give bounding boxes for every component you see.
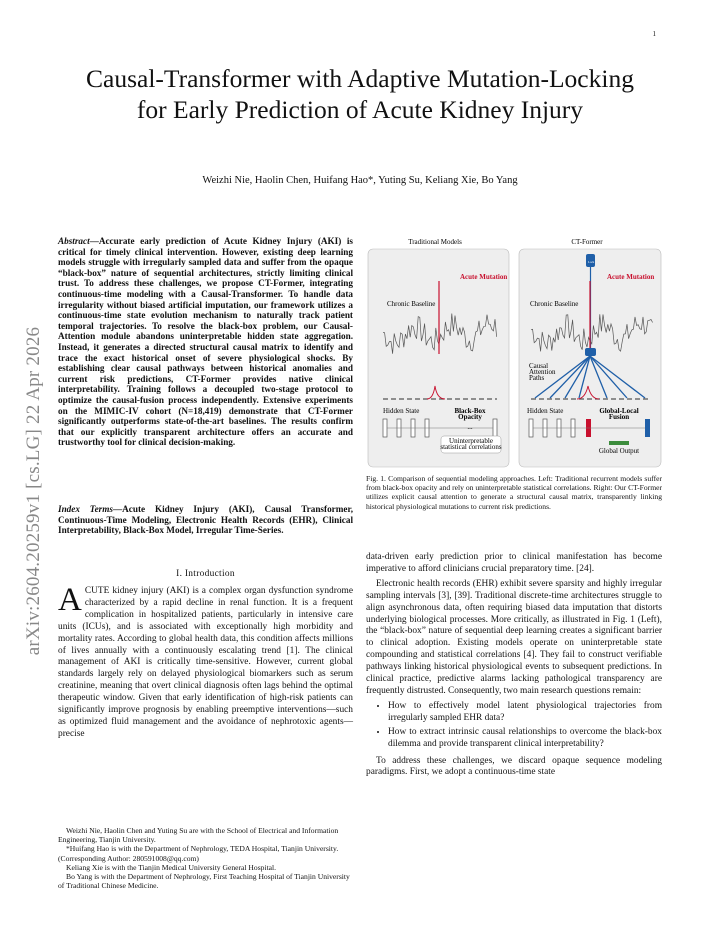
causal-attention-label: Causal Attention Paths: [529, 362, 556, 382]
ellipsis: ...: [467, 423, 473, 431]
intro-paragraph: [58, 582, 353, 741]
author-list: Weizhi Nie, Haolin Chen, Huifang Hao*, Yuting Su, Keliang Xie, Bo Yang: [202, 175, 518, 186]
index-terms-label: Index Terms: [58, 504, 113, 514]
fusion-output-cell: [645, 419, 650, 437]
figure-1-svg: [367, 236, 662, 468]
page-number: 1: [652, 30, 656, 38]
chronic-baseline-label-left: Chronic Baseline: [387, 300, 436, 308]
index-terms: [58, 504, 353, 536]
right-panel-title: CT-Former: [571, 238, 603, 246]
footnote-item: Weizhi Nie, Haolin Chen and Yuting Su are with the School of Electrical and Information Engineering, Tianjin University.: [58, 826, 339, 845]
footnote-item: Bo Yang is with the Department of Nephrology, First Teaching Hospital of Tianjin University of Traditional Chinese Medicine.: [58, 872, 350, 891]
figure-caption: Fig. 1. Comparison of sequential modeling approaches. Left: Traditional recurrent models suffer from black-box opacity and rely on uninterpretable statistical correlations. Right: Our CT-Former utilizes explicit causal attention to generate a structural causal matrix, transparently linking historical physiological mutations to current risk predictions.: [366, 474, 662, 511]
research-questions: [366, 701, 662, 751]
paragraph: Electronic health records (EHR) exhibit severe sparsity and highly irregular sampling intervals [3], [39]. Traditional discrete-time architectures struggle to align asynchronous data, often requiring biased data imputation that distorts underlying biological processes. More critically, as illustrated in Fig. 1 (Left), the “black-box” nature of sequential deep learning creates a significant barrier to clinical adoption. Existing models operate on uninterpretable state compounding and statistical correlations [4]. They fail to construct verifiable pathways linking historical physiological events to subsequent predictions. In clinical practice, predictive alarms lacking pathological transparency are frequently distrusted. Consequently, two main research questions remain:: [366, 578, 662, 696]
footnotes: [58, 826, 353, 890]
hidden-state-label-left: Hidden State: [383, 407, 420, 415]
lock-label-top: Lock: [588, 260, 595, 264]
chronic-baseline-label-right: Chronic Baseline: [530, 300, 579, 308]
abstract-text: —Accurate early prediction of Acute Kidney Injury (AKI) is critical for timely clinical intervention. However, existing deep learning models struggle with irregularly sampled data and suffer from the opaque “black-box” nature of sequential architectures, strictly limiting clinical trust. To address these challenges, we propose CT-Former, integrating continuous-time modeling with a Causal-Transformer. To handle data irregularity without biased artificial imputation, our framework utilizes a continuous-time state evolution mechanism to naturally track patient temporal trajectories. To resolve the black-box problem, our Causal-Attention module abandons uninterpretable hidden state aggregation. Instead, it generates a directed structural causal matrix to identify and trace the exact historical onset of severe physiological shocks. By establishing clear causal pathways between historical anomalies and current risk predictions, CT-Former provides native clinical interpretability. Training follows a decoupled two-stage protocol to optimize the causal-fusion process independently. Extensive experiments on the MIMIC-IV cohort (N=18,419) demonstrate that CT-Former significantly outperforms state-of-the-art baselines. The results confirm that our explicitly transparent architecture offers an accurate and trustworthy tool for clinical decision-making.: [58, 236, 353, 448]
acute-mutation-label-right: Acute Mutation: [607, 273, 655, 281]
drop-cap: A: [58, 582, 82, 618]
right-column-text: [366, 552, 662, 782]
global-output-label: Global Output: [598, 447, 640, 455]
global-local-label: Global-Local Fusion: [599, 407, 639, 421]
global-output-bar: [609, 441, 629, 445]
index-terms-text: —Acute Kidney Injury (AKI), Causal Transformer, Continuous-Time Modeling, Electronic Health Records (EHR), Clinical Interpretability, Black-Box Model, Irregular Time-Series.: [58, 504, 354, 536]
lock-icon-bottom: [585, 348, 596, 356]
list-item: • How to effectively model latent physiological trajectories from irregularly sampled EHR data?: [388, 701, 662, 725]
uninterpretable-label: Uninterpretable statistical correlations: [440, 437, 502, 451]
paragraph: data-driven early prediction prior to clinical manifestation has become imperative to afford clinicians crucial preparatory time. [24].: [366, 552, 662, 574]
black-box-label: Black-Box Opacity: [454, 407, 486, 421]
figure-1: [367, 236, 662, 468]
arxiv-stamp: arXiv:2604.20259v1 [cs.LG] 22 Apr 2026: [23, 326, 44, 656]
abstract: [58, 236, 353, 448]
list-item: • How to extract intrinsic causal relationships to overcome the black-box dilemma and provide transparent clinical interpretability?: [388, 727, 662, 751]
footnote-item: *Huifang Hao is with the Department of Nephrology, TEDA Hospital, Tianjin University. (Corresponding Author: 280591008@qq.com): [58, 844, 339, 863]
paper-title: Causal-Transformer with Adaptive Mutation-Locking for Early Prediction of Acute Kidney Injury: [86, 64, 634, 124]
hidden-state-label-right: Hidden State: [527, 407, 564, 415]
paragraph: To address these challenges, we discard opaque sequence modeling paradigms. First, we adopt a continuous-time state: [366, 755, 662, 778]
footnote-item: Keliang Xie is with the Tianjin Medical University General Hospital.: [66, 862, 277, 872]
intro-text: CUTE kidney injury (AKI) is a complex organ dysfunction syndrome characterized by a rapid decline in renal function. It is a frequent complication in hospitalized patients, particularly in intensive care units (ICUs), and is associated with exceptionally high morbidity and mortality rates. According to global health data, this condition affects millions of lives annually with a continuously escalating trend [1]. The clinical management of AKI is critically time-sensitive. However, current global standards largely rely on delayed physiological biomarkers such as serum creatinine, meaning that overt clinical diagnosis often lags behind the optimal therapeutic window. Given that early identification of high-risk patients can significantly improve prognosis by enabling preemptive interventions—such as optimized fluid management and the avoidance of nephrotoxic agents—precise: [58, 586, 353, 739]
acute-mutation-label-left: Acute Mutation: [460, 273, 508, 281]
abstract-label: Abstract: [58, 236, 90, 246]
section-heading: I. Introduction: [176, 569, 235, 579]
left-panel-title: Traditional Models: [408, 238, 462, 246]
